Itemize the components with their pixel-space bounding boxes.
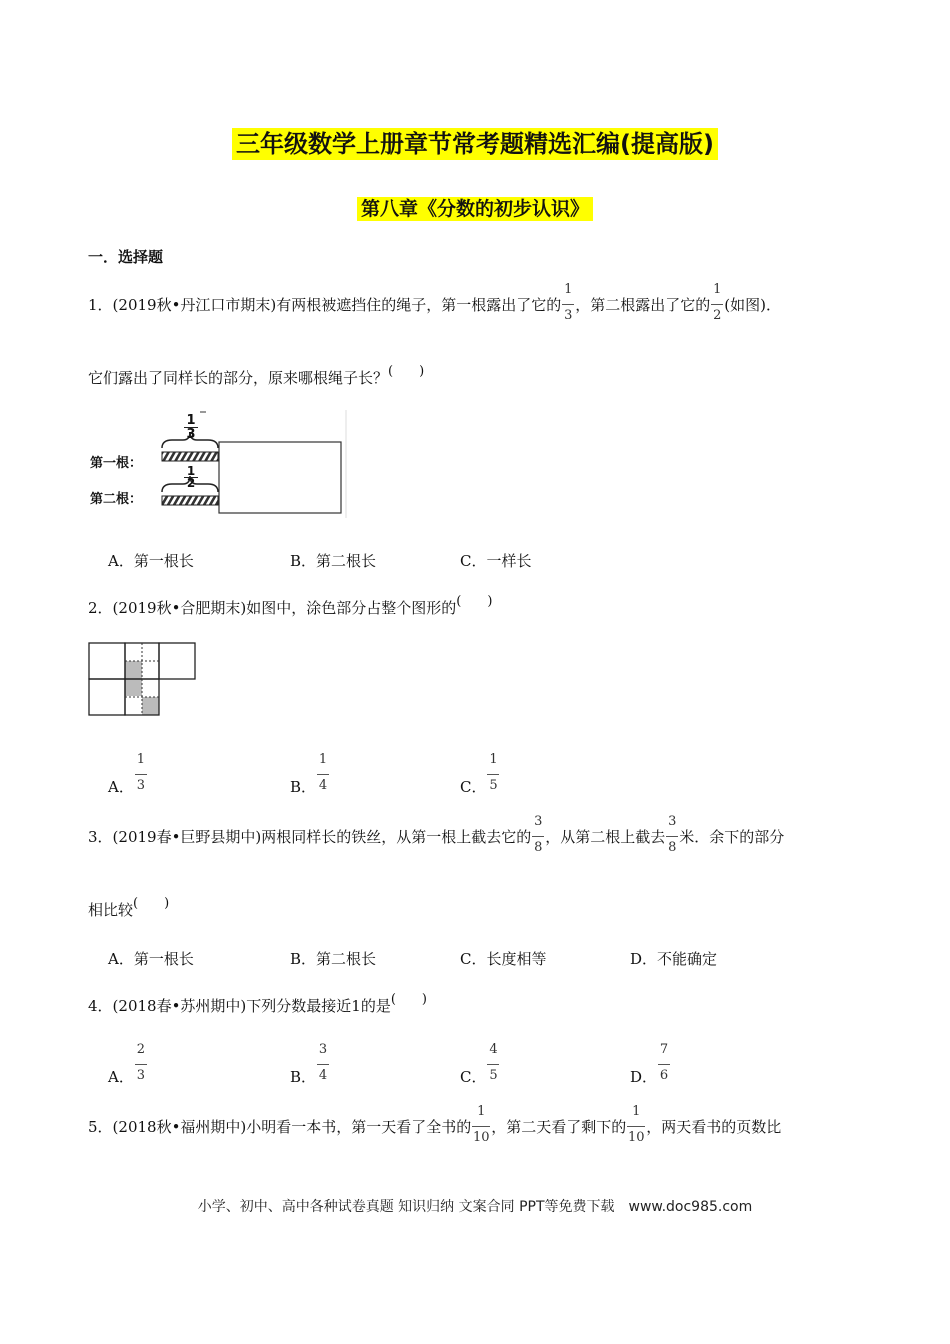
figure-fraction-2: 1 2	[180, 466, 202, 489]
rope-figure	[88, 402, 350, 522]
q2-option-a[interactable]: A． $\frac{1}{3}$	[108, 752, 145, 796]
question-2: 2．(2019秋•合肥期末)如图中，涂色部分占整个图形的( )	[88, 594, 493, 617]
document-title: 三年级数学上册章节常考题精选汇编(提高版)	[0, 124, 950, 159]
q4-option-b[interactable]: B． $\frac{3}{4}$	[290, 1042, 328, 1086]
q3-option-d[interactable]: D．不能确定	[630, 950, 718, 968]
figure-label-rope-1: 第一根：	[90, 456, 143, 471]
q4-option-a[interactable]: A． $\frac{2}{3}$	[108, 1042, 145, 1086]
q4-option-c[interactable]: C． $\frac{4}{5}$	[460, 1042, 498, 1086]
fraction: $\frac{1}{10}$	[628, 1104, 645, 1145]
q1-option-c[interactable]: C．一样长	[460, 552, 532, 570]
q2-option-c[interactable]: C． $\frac{1}{5}$	[460, 752, 498, 796]
fraction: $\frac{3}{8}$	[668, 814, 677, 855]
q3-option-b[interactable]: B．第二根长	[290, 950, 377, 968]
q1-option-a[interactable]: A．第一根长	[108, 552, 194, 570]
grid-figure	[88, 642, 198, 722]
question-4: 4．(2018春•苏州期中)下列分数最接近1的是( )	[88, 992, 427, 1015]
question-1-line-2: 它们露出了同样长的部分，原来哪根绳子长？( )	[88, 364, 425, 387]
figure-fraction-1: 1 3	[180, 414, 202, 441]
figure-label-rope-2: 第二根：	[90, 492, 143, 507]
question-3-line-1: 3．(2019春•巨野县期中)两根同样长的铁丝，从第一根上截去它的 $\frac{3}{8}$ ，从第二根上截去 $\frac{3}{8}$ 米．余下的部分	[88, 814, 784, 862]
q2-option-b[interactable]: B． $\frac{1}{4}$	[290, 752, 328, 796]
fraction: $\frac{1}{3}$	[564, 282, 573, 323]
q3-option-c[interactable]: C．长度相等	[460, 950, 547, 968]
q1-option-b[interactable]: B．第二根长	[290, 552, 377, 570]
q4-option-d[interactable]: D． $\frac{7}{6}$	[630, 1042, 669, 1086]
section-heading: 一．选择题	[88, 248, 164, 266]
question-3-line-2: 相比较( )	[88, 896, 170, 919]
fraction: $\frac{1}{10}$	[473, 1104, 490, 1145]
page-footer: 小学、初中、高中各种试卷真题 知识归纳 文案合同 PPT等免费下载 www.doc985.com	[197, 1199, 753, 1215]
fraction: $\frac{1}{2}$	[713, 282, 722, 323]
question-5-line-1: 5．(2018秋•福州期中)小明看一本书，第一天看了全书的 $\frac{1}{10}$ ，第二天看了剩下的 $\frac{1}{10}$ ，两天看书的页数比	[88, 1104, 781, 1152]
fraction: $\frac{3}{8}$	[534, 814, 543, 855]
q3-option-a[interactable]: A．第一根长	[108, 950, 194, 968]
chapter-title: 第八章《分数的初步认识》	[0, 194, 950, 221]
question-1-line-1: 1．(2019秋•丹江口市期末)有两根被遮挡住的绳子，第一根露出了它的 $\frac{1}{3}$ ，第二根露出了它的 $\frac{1}{2}$ (如图)．	[88, 282, 781, 330]
